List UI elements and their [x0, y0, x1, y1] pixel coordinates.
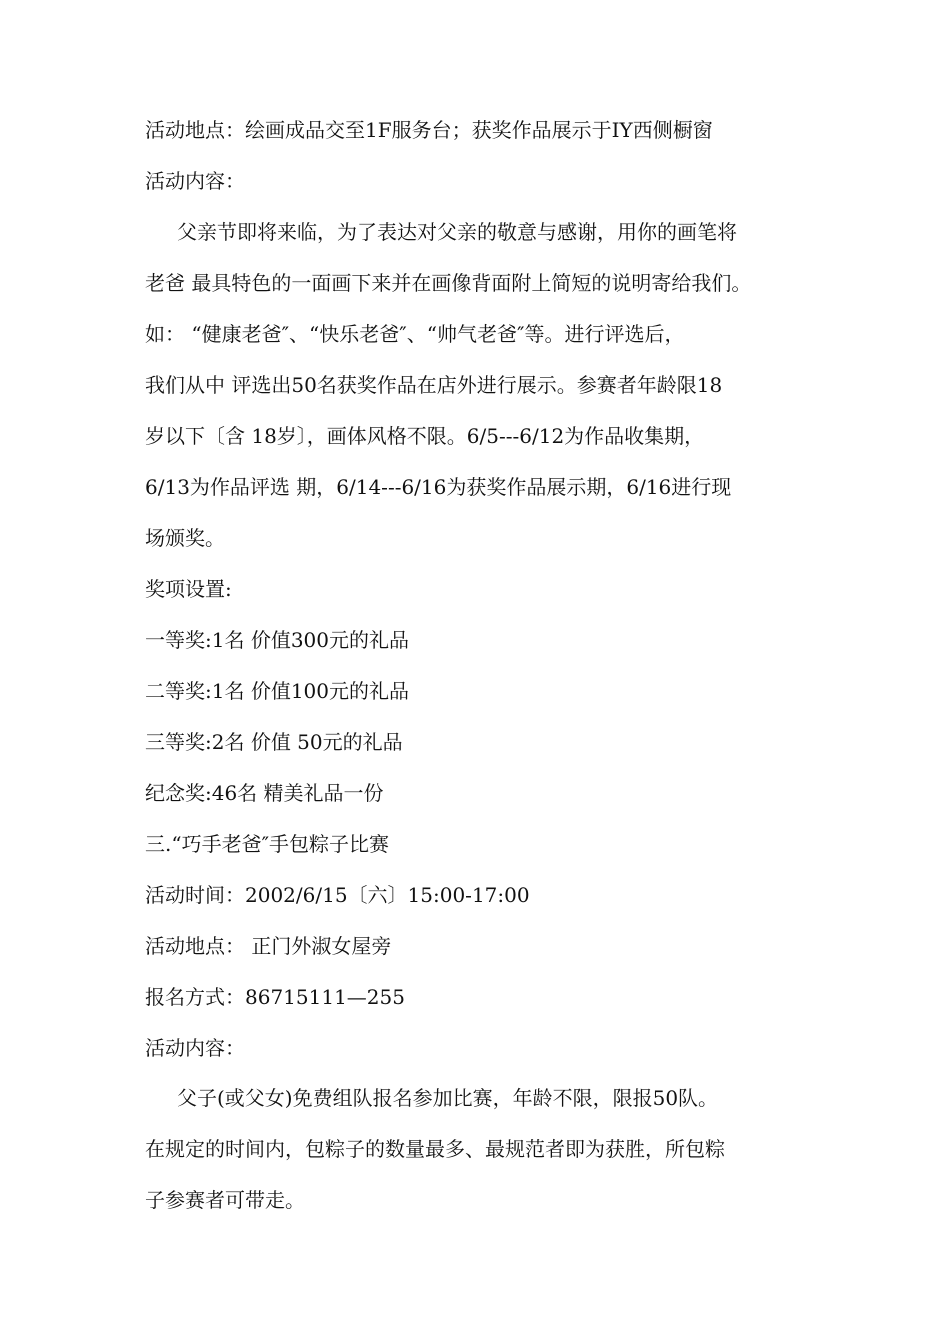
text-line: 纪念奖:46名 精美礼品一份 [145, 781, 384, 805]
text-line: 二等奖:1名 价值100元的礼品 [145, 679, 409, 703]
text-line: 活动内容： [145, 1036, 245, 1060]
text-line: 岁以下〔含 18岁〕，画体风格不限。6/5---6/12为作品收集期， [145, 424, 705, 448]
text-line: 老爸 最具特色的一面画下来并在画像背面附上简短的说明寄给我们。 [145, 271, 752, 295]
text-line: 活动地点： 正门外淑女屋旁 [145, 934, 392, 958]
text-line: 场颁奖。 [145, 526, 225, 550]
text-line: 在规定的时间内，包粽子的数量最多、最规范者即为获胜，所包粽 [145, 1137, 725, 1161]
text-line: 活动时间：2002/6/15〔六〕15:00-17:00 [145, 883, 530, 907]
text-line: 奖项设置: [145, 577, 232, 601]
text-line: 6/13为作品评选 期，6/14---6/16为获奖作品展示期，6/16进行现 [145, 475, 732, 499]
text-line: 如： “健康老爸″、“快乐老爸″、“帅气老爸″等。进行评选后， [145, 322, 685, 346]
text-line: 三.“巧手老爸″手包粽子比赛 [145, 832, 390, 856]
text-line: 一等奖:1名 价值300元的礼品 [145, 628, 409, 652]
text-line: 父子(或父女)免费组队报名参加比赛，年龄不限，限报50队。 [177, 1086, 719, 1110]
text-line: 父亲节即将来临，为了表达对父亲的敬意与感谢，用你的画笔将 [177, 220, 737, 244]
text-line: 子参赛者可带走。 [145, 1188, 305, 1212]
text-line: 报名方式：86715111—255 [145, 985, 405, 1009]
text-line: 我们从中 评选出50名获奖作品在店外进行展示。参赛者年龄限18 [145, 373, 723, 397]
text-line: 活动内容： [145, 169, 245, 193]
text-line: 活动地点：绘画成品交至1F服务台；获奖作品展示于IY西侧橱窗 [145, 118, 713, 142]
text-line: 三等奖:2名 价值 50元的礼品 [145, 730, 403, 754]
